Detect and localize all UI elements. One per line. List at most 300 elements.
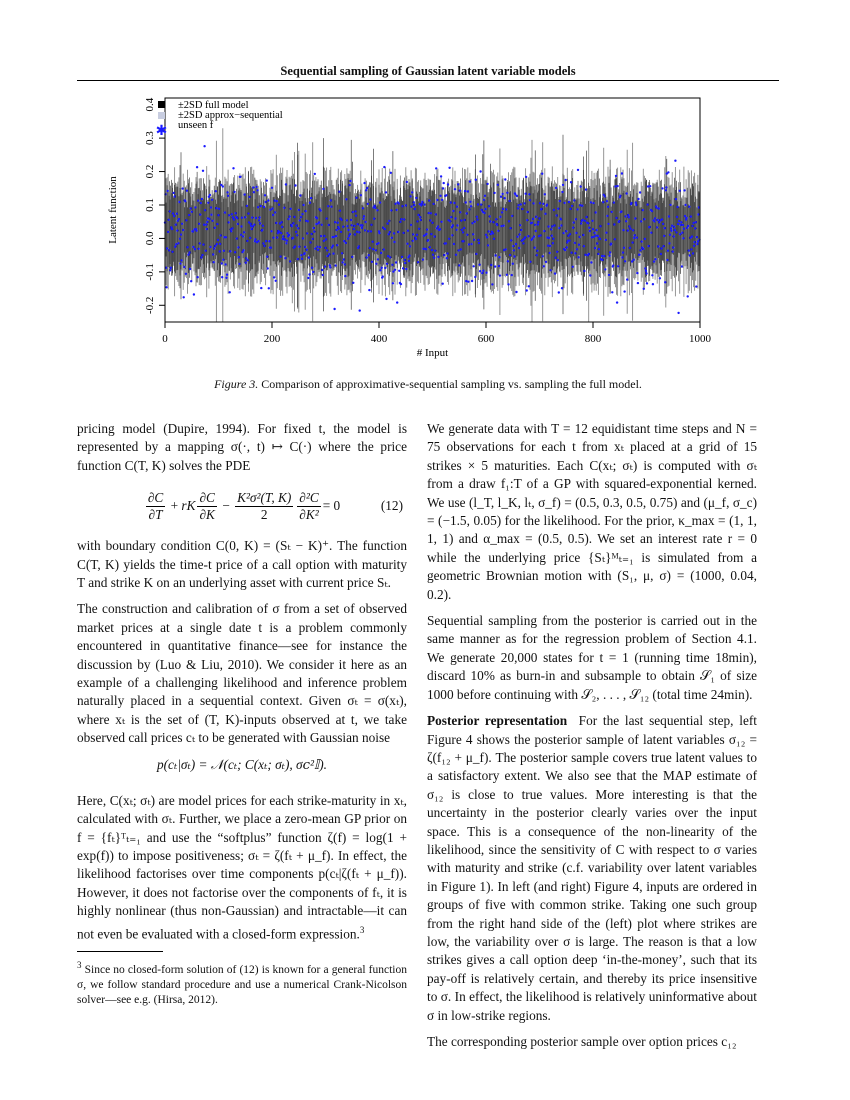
unseen-f-point bbox=[450, 201, 452, 203]
unseen-f-point bbox=[614, 238, 616, 240]
unseen-f-point bbox=[597, 253, 599, 255]
unseen-f-point bbox=[213, 247, 215, 249]
unseen-f-point bbox=[492, 232, 494, 234]
unseen-f-point bbox=[393, 241, 395, 243]
unseen-f-point bbox=[454, 188, 456, 190]
unseen-f-point bbox=[372, 248, 374, 250]
unseen-f-point bbox=[260, 205, 262, 207]
unseen-f-point bbox=[409, 245, 411, 247]
unseen-f-point bbox=[620, 210, 622, 212]
unseen-f-point bbox=[608, 255, 610, 257]
unseen-f-point bbox=[577, 169, 579, 171]
unseen-f-point bbox=[252, 225, 254, 227]
unseen-f-point bbox=[691, 225, 693, 227]
unseen-f-point bbox=[310, 197, 312, 199]
unseen-f-point bbox=[251, 228, 253, 230]
unseen-f-point bbox=[520, 229, 522, 231]
unseen-f-point bbox=[305, 210, 307, 212]
unseen-f-point bbox=[440, 175, 442, 177]
unseen-f-point bbox=[233, 191, 235, 193]
unseen-f-point bbox=[179, 238, 181, 240]
unseen-f-point bbox=[661, 218, 663, 220]
unseen-f-point bbox=[377, 242, 379, 244]
unseen-f-point bbox=[333, 308, 335, 310]
unseen-f-point bbox=[413, 201, 415, 203]
unseen-f-point bbox=[269, 209, 271, 211]
unseen-f-point bbox=[621, 172, 623, 174]
unseen-f-point bbox=[329, 266, 331, 268]
y-tick-label: 0.3 bbox=[144, 131, 156, 145]
unseen-f-point bbox=[317, 249, 319, 251]
unseen-f-point bbox=[644, 267, 646, 269]
unseen-f-point bbox=[458, 264, 460, 266]
unseen-f-point bbox=[443, 182, 445, 184]
unseen-f-point bbox=[210, 206, 212, 208]
unseen-f-point bbox=[697, 213, 699, 215]
unseen-f-point bbox=[670, 230, 672, 232]
unseen-f-point bbox=[345, 198, 347, 200]
unseen-f-point bbox=[169, 210, 171, 212]
unseen-f-point bbox=[616, 185, 618, 187]
unseen-f-point bbox=[303, 252, 305, 254]
unseen-f-point bbox=[194, 248, 196, 250]
unseen-f-point bbox=[464, 190, 466, 192]
unseen-f-point bbox=[642, 209, 644, 211]
unseen-f-point bbox=[203, 224, 205, 226]
unseen-f-point bbox=[272, 237, 274, 239]
unseen-f-point bbox=[457, 183, 459, 185]
unseen-f-point bbox=[453, 202, 455, 204]
unseen-f-point bbox=[533, 235, 535, 237]
unseen-f-point bbox=[355, 197, 357, 199]
unseen-f-point bbox=[214, 227, 216, 229]
unseen-f-point bbox=[692, 222, 694, 224]
unseen-f-point bbox=[440, 221, 442, 223]
unseen-f-point bbox=[413, 204, 415, 206]
unseen-f-point bbox=[481, 272, 483, 274]
unseen-f-point bbox=[627, 229, 629, 231]
caption-text: Comparison of approximative-sequential sampling vs. sampling the full model. bbox=[261, 377, 642, 391]
unseen-f-point bbox=[500, 225, 502, 227]
unseen-f-point bbox=[192, 230, 194, 232]
unseen-f-point bbox=[589, 230, 591, 232]
unseen-f-point bbox=[308, 273, 310, 275]
unseen-f-point bbox=[307, 220, 309, 222]
unseen-f-point bbox=[482, 270, 484, 272]
unseen-f-point bbox=[231, 213, 233, 215]
unseen-f-point bbox=[410, 224, 412, 226]
unseen-f-point bbox=[580, 222, 582, 224]
unseen-f-point bbox=[434, 250, 436, 252]
unseen-f-point bbox=[272, 214, 274, 216]
unseen-f-point bbox=[268, 240, 270, 242]
unseen-f-point bbox=[307, 277, 309, 279]
unseen-f-point bbox=[433, 257, 435, 259]
unseen-f-point bbox=[536, 254, 538, 256]
unseen-f-point bbox=[187, 254, 189, 256]
unseen-f-point bbox=[337, 222, 339, 224]
unseen-f-point bbox=[573, 221, 575, 223]
unseen-f-point bbox=[498, 265, 500, 267]
x-tick-label: 800 bbox=[584, 333, 602, 345]
unseen-f-point bbox=[228, 221, 230, 223]
unseen-f-point bbox=[577, 256, 579, 258]
unseen-f-point bbox=[356, 231, 358, 233]
unseen-f-point bbox=[400, 283, 402, 285]
unseen-f-point bbox=[226, 191, 228, 193]
unseen-f-point bbox=[233, 218, 235, 220]
unseen-f-point bbox=[539, 234, 541, 236]
caption-label: Figure 3. bbox=[214, 377, 259, 391]
unseen-f-point bbox=[599, 225, 601, 227]
unseen-f-point bbox=[475, 253, 477, 255]
unseen-f-point bbox=[653, 260, 655, 262]
unseen-f-point bbox=[493, 238, 495, 240]
unseen-f-point bbox=[388, 220, 390, 222]
unseen-f-point bbox=[391, 237, 393, 239]
unseen-f-point bbox=[460, 248, 462, 250]
unseen-f-point bbox=[415, 197, 417, 199]
unseen-f-point bbox=[485, 272, 487, 274]
unseen-f-point bbox=[383, 248, 385, 250]
unseen-f-point bbox=[653, 220, 655, 222]
unseen-f-point bbox=[484, 208, 486, 210]
unseen-f-point bbox=[590, 261, 592, 263]
unseen-f-point bbox=[181, 223, 183, 225]
left-paragraph-1: pricing model (Dupire, 1994). For fixed t, the model is represented by a mapping σ(·, t) ↦ C(·) where the price function C(T, K) solves the PDE bbox=[77, 421, 407, 473]
unseen-f-point bbox=[254, 240, 256, 242]
unseen-f-point bbox=[202, 170, 204, 172]
y-tick-label: -0.2 bbox=[144, 296, 156, 314]
unseen-f-point bbox=[394, 203, 396, 205]
unseen-f-point bbox=[564, 249, 566, 251]
unseen-f-point bbox=[202, 243, 204, 245]
unseen-f-point bbox=[199, 242, 201, 244]
unseen-f-point bbox=[245, 262, 247, 264]
figure-caption bbox=[77, 377, 779, 392]
unseen-f-point bbox=[635, 202, 637, 204]
unseen-f-point bbox=[384, 267, 386, 269]
unseen-f-point bbox=[570, 252, 572, 254]
unseen-f-point bbox=[397, 231, 399, 233]
unseen-f-point bbox=[543, 230, 545, 232]
unseen-f-point bbox=[274, 211, 276, 213]
unseen-f-point bbox=[521, 208, 523, 210]
unseen-f-point bbox=[288, 234, 290, 236]
unseen-f-point bbox=[645, 272, 647, 274]
unseen-f-point bbox=[637, 198, 639, 200]
unseen-f-point bbox=[640, 220, 642, 222]
unseen-f-point bbox=[582, 219, 584, 221]
unseen-f-point bbox=[638, 254, 640, 256]
unseen-f-point bbox=[452, 210, 454, 212]
unseen-f-point bbox=[479, 270, 481, 272]
unseen-f-point bbox=[382, 275, 384, 277]
unseen-f-point bbox=[526, 289, 528, 291]
unseen-f-point bbox=[285, 242, 287, 244]
unseen-f-point bbox=[578, 244, 580, 246]
unseen-f-point bbox=[647, 185, 649, 187]
unseen-f-point bbox=[276, 236, 278, 238]
unseen-f-point bbox=[209, 194, 211, 196]
unseen-f-point bbox=[300, 216, 302, 218]
unseen-f-point bbox=[188, 214, 190, 216]
unseen-f-point bbox=[262, 225, 264, 227]
unseen-f-point bbox=[550, 228, 552, 230]
unseen-f-point bbox=[561, 287, 563, 289]
unseen-f-point bbox=[421, 201, 423, 203]
unseen-f-point bbox=[639, 249, 641, 251]
unseen-f-point bbox=[683, 189, 685, 191]
unseen-f-point bbox=[384, 228, 386, 230]
unseen-f-point bbox=[601, 259, 603, 261]
unseen-f-point bbox=[450, 216, 452, 218]
unseen-f-point bbox=[466, 212, 468, 214]
unseen-f-point bbox=[461, 229, 463, 231]
unseen-f-point bbox=[525, 176, 527, 178]
unseen-f-point bbox=[190, 280, 192, 282]
unseen-f-point bbox=[222, 259, 224, 261]
unseen-f-point bbox=[490, 264, 492, 266]
unseen-f-point bbox=[676, 216, 678, 218]
unseen-f-point bbox=[263, 206, 265, 208]
unseen-f-point bbox=[335, 235, 337, 237]
unseen-f-point bbox=[504, 197, 506, 199]
unseen-f-point bbox=[423, 203, 425, 205]
unseen-f-point bbox=[599, 238, 601, 240]
unseen-f-point bbox=[658, 207, 660, 209]
unseen-f-point bbox=[228, 214, 230, 216]
unseen-f-point bbox=[354, 210, 356, 212]
unseen-f-point bbox=[592, 228, 594, 230]
unseen-f-point bbox=[226, 274, 228, 276]
unseen-f-point bbox=[531, 237, 533, 239]
unseen-f-point bbox=[387, 255, 389, 257]
unseen-f-point bbox=[570, 181, 572, 183]
unseen-f-point bbox=[297, 227, 299, 229]
unseen-f-point bbox=[431, 222, 433, 224]
unseen-f-point bbox=[669, 204, 671, 206]
unseen-f-point bbox=[474, 276, 476, 278]
unseen-f-point bbox=[618, 220, 620, 222]
right-paragraph-1: We generate data with T = 12 equidistant time steps and N = 75 observations for each t from xₜ placed at a grid of 15 strikes × 5 maturities. Each C(xₜ; σₜ) is computed with σₜ from a draw f₁:T of a GP with squared-exponential kerned. We use (l_T, l_K, lₜ, σ_f) = (0.5, 0.3, 0.5, 0.75) and (μ_f, σ_c) = (−1.5, 0.05) for the likelihood. For the prior, κ_max = (1, 1, 1, 1) and α_max = (0.5, 0.5). We set an interest rate r = 0 while the underlying price {Sₜ}ᴹₜ₌₁ is simulated from a geometric Brownian motion with (S₁, μ, σ) = (1000, 0.04, 0.2). bbox=[427, 421, 757, 602]
unseen-f-point bbox=[696, 236, 698, 238]
unseen-f-point bbox=[617, 265, 619, 267]
unseen-f-point bbox=[352, 211, 354, 213]
unseen-f-point bbox=[224, 211, 226, 213]
unseen-f-point bbox=[516, 236, 518, 238]
unseen-f-point bbox=[404, 259, 406, 261]
unseen-f-point bbox=[280, 221, 282, 223]
unseen-f-point bbox=[389, 231, 391, 233]
unseen-f-point bbox=[558, 291, 560, 293]
unseen-f-point bbox=[572, 266, 574, 268]
unseen-f-point bbox=[375, 263, 377, 265]
unseen-f-point bbox=[608, 274, 610, 276]
unseen-f-point bbox=[190, 207, 192, 209]
unseen-f-point bbox=[576, 248, 578, 250]
unseen-f-point bbox=[611, 291, 613, 293]
unseen-f-point bbox=[242, 249, 244, 251]
unseen-f-point bbox=[649, 185, 651, 187]
unseen-f-point bbox=[236, 217, 238, 219]
footnote-3: $^3$ Since no closed-form solution of (12) is known for a general function σ, we follow standard procedure and use a numerical Crank-Nicolson solver—see e.g. (Hirsa, 2012). bbox=[77, 960, 408, 1007]
unseen-f-point bbox=[468, 208, 470, 210]
unseen-f-point bbox=[459, 190, 461, 192]
unseen-f-point bbox=[298, 246, 300, 248]
unseen-f-point bbox=[417, 261, 419, 263]
unseen-f-point bbox=[336, 244, 338, 246]
unseen-f-point bbox=[259, 216, 261, 218]
unseen-f-point bbox=[505, 208, 507, 210]
unseen-f-point bbox=[243, 231, 245, 233]
unseen-f-point bbox=[368, 289, 370, 291]
unseen-f-point bbox=[198, 223, 200, 225]
unseen-f-point bbox=[392, 282, 394, 284]
unseen-f-point bbox=[524, 193, 526, 195]
unseen-f-point bbox=[221, 276, 223, 278]
unseen-f-point bbox=[680, 221, 682, 223]
unseen-f-point bbox=[557, 259, 559, 261]
unseen-f-point bbox=[552, 238, 554, 240]
unseen-f-point bbox=[237, 223, 239, 225]
unseen-f-point bbox=[651, 210, 653, 212]
unseen-f-point bbox=[321, 224, 323, 226]
unseen-f-point bbox=[321, 269, 323, 271]
unseen-f-point bbox=[373, 218, 375, 220]
unseen-f-point bbox=[225, 277, 227, 279]
unseen-f-point bbox=[511, 215, 513, 217]
unseen-f-point bbox=[184, 200, 186, 202]
unseen-f-point bbox=[266, 179, 268, 181]
section-heading-posterior: Posterior representation bbox=[427, 713, 568, 729]
unseen-f-point bbox=[502, 208, 504, 210]
unseen-f-point bbox=[484, 195, 486, 197]
legend-swatch-full bbox=[158, 101, 165, 108]
left-paragraph-3: The construction and calibration of σ from a set of observed market prices at a single date t is a problem commonly encountered in quantitative finance—see for instance the discussion by (Luo & Liu, 2010). We consider it here as an example of a challenging likelihood and inference problem naturally placed in a sequential context. Given σₜ = σ(xₜ), where xₜ is the set of (T, K)-inputs observed at t, we take observed call prices cₜ to be generated with Gaussian noise bbox=[77, 601, 407, 746]
unseen-f-point bbox=[396, 301, 398, 303]
unseen-f-point bbox=[534, 247, 536, 249]
unseen-f-point bbox=[435, 213, 437, 215]
unseen-f-point bbox=[695, 285, 697, 287]
x-tick-label: 200 bbox=[263, 333, 281, 345]
unseen-f-point bbox=[201, 254, 203, 256]
unseen-f-point bbox=[183, 266, 185, 268]
right-paragraph-3: Posterior representation For the last sequential step, left Figure 4 shows the posterior sample of latent variables σ₁₂ = ζ(f₁₂ + μ_f). The posterior sample covers true latent values to a satisfactory extent. We also see that the MAP estimate of σ₁₂ is close to true values. More interesting is that the uncertainty in the posterior clearly varies over the input space. This is a consequence of the non-linearity of the likelihood, since the sensitivity of C with respect to σ varies with maturity and strike (c.f. variability over latent variables in Figure 1). In left (and right) Figure 4, inputs are ordered in groups of five with common strike. Taking one such group from the right hand side of the (left) plot where strikes are low, the variability over σ is large. The reason is that a low strikes gives a call option deep ‘in-the-money’, such that its pay-off is relatively certain, and thereby its price insensitive to σ. In effect, the likelihood is relatively uninformative about σ in low-strike regions. bbox=[427, 713, 757, 1023]
unseen-f-point bbox=[509, 254, 511, 256]
unseen-f-point bbox=[429, 246, 431, 248]
unseen-f-point bbox=[205, 250, 207, 252]
unseen-f-point bbox=[371, 261, 373, 263]
unseen-f-point bbox=[555, 187, 557, 189]
unseen-f-point bbox=[327, 205, 329, 207]
unseen-f-point bbox=[425, 233, 427, 235]
unseen-f-point bbox=[203, 145, 205, 147]
x-tick-label: 1000 bbox=[689, 333, 711, 345]
unseen-f-point bbox=[558, 227, 560, 229]
unseen-f-point bbox=[477, 203, 479, 205]
unseen-f-point bbox=[615, 217, 617, 219]
unseen-f-point bbox=[471, 222, 473, 224]
unseen-f-point bbox=[325, 238, 327, 240]
unseen-f-point bbox=[628, 225, 630, 227]
unseen-f-point bbox=[264, 194, 266, 196]
unseen-f-point bbox=[374, 207, 376, 209]
unseen-f-point bbox=[630, 202, 632, 204]
unseen-f-point bbox=[696, 243, 698, 245]
unseen-f-point bbox=[249, 223, 251, 225]
equation-noise: p(cₜ|σₜ) = 𝒩(cₜ; C(xₜ; σₜ), σ𝑐²𝕀). bbox=[156, 756, 327, 772]
unseen-f-point bbox=[547, 225, 549, 227]
unseen-f-point bbox=[292, 222, 294, 224]
unseen-f-point bbox=[631, 260, 633, 262]
unseen-f-point bbox=[350, 219, 352, 221]
unseen-f-point bbox=[385, 298, 387, 300]
unseen-f-point bbox=[322, 188, 324, 190]
unseen-f-point bbox=[455, 229, 457, 231]
unseen-f-point bbox=[673, 235, 675, 237]
unseen-f-point bbox=[380, 252, 382, 254]
unseen-f-point bbox=[585, 216, 587, 218]
unseen-f-point bbox=[398, 270, 400, 272]
unseen-f-point bbox=[442, 187, 444, 189]
unseen-f-point bbox=[299, 219, 301, 221]
unseen-f-point bbox=[347, 237, 349, 239]
unseen-f-point bbox=[593, 232, 595, 234]
unseen-f-point bbox=[247, 212, 249, 214]
unseen-f-point bbox=[280, 232, 282, 234]
figure-3-chart bbox=[100, 90, 740, 370]
unseen-f-point bbox=[497, 184, 499, 186]
unseen-f-point bbox=[641, 240, 643, 242]
unseen-f-point bbox=[426, 228, 428, 230]
unseen-f-point bbox=[469, 180, 471, 182]
unseen-f-point bbox=[408, 260, 410, 262]
legend-swatch-unseen: ✱ bbox=[155, 123, 168, 139]
unseen-f-point bbox=[237, 246, 239, 248]
unseen-f-point bbox=[251, 216, 253, 218]
unseen-f-point bbox=[456, 206, 458, 208]
unseen-f-point bbox=[315, 223, 317, 225]
unseen-f-point bbox=[624, 215, 626, 217]
unseen-f-point bbox=[690, 215, 692, 217]
unseen-f-point bbox=[376, 209, 378, 211]
unseen-f-point bbox=[341, 252, 343, 254]
unseen-f-point bbox=[507, 260, 509, 262]
unseen-f-point bbox=[447, 183, 449, 185]
unseen-f-point bbox=[498, 256, 500, 258]
unseen-f-point bbox=[282, 235, 284, 237]
unseen-f-point bbox=[542, 255, 544, 257]
unseen-f-point bbox=[368, 254, 370, 256]
unseen-f-point bbox=[569, 208, 571, 210]
unseen-f-point bbox=[623, 290, 625, 292]
unseen-f-point bbox=[322, 274, 324, 276]
unseen-f-point bbox=[295, 224, 297, 226]
unseen-f-point bbox=[255, 217, 257, 219]
unseen-f-point bbox=[441, 199, 443, 201]
unseen-f-point bbox=[506, 274, 508, 276]
unseen-f-point bbox=[666, 259, 668, 261]
unseen-f-point bbox=[260, 287, 262, 289]
unseen-f-point bbox=[541, 173, 543, 175]
unseen-f-point bbox=[489, 220, 491, 222]
unseen-f-point bbox=[216, 223, 218, 225]
unseen-f-point bbox=[318, 221, 320, 223]
unseen-f-point bbox=[613, 223, 615, 225]
unseen-f-point bbox=[298, 209, 300, 211]
unseen-f-point bbox=[646, 282, 648, 284]
